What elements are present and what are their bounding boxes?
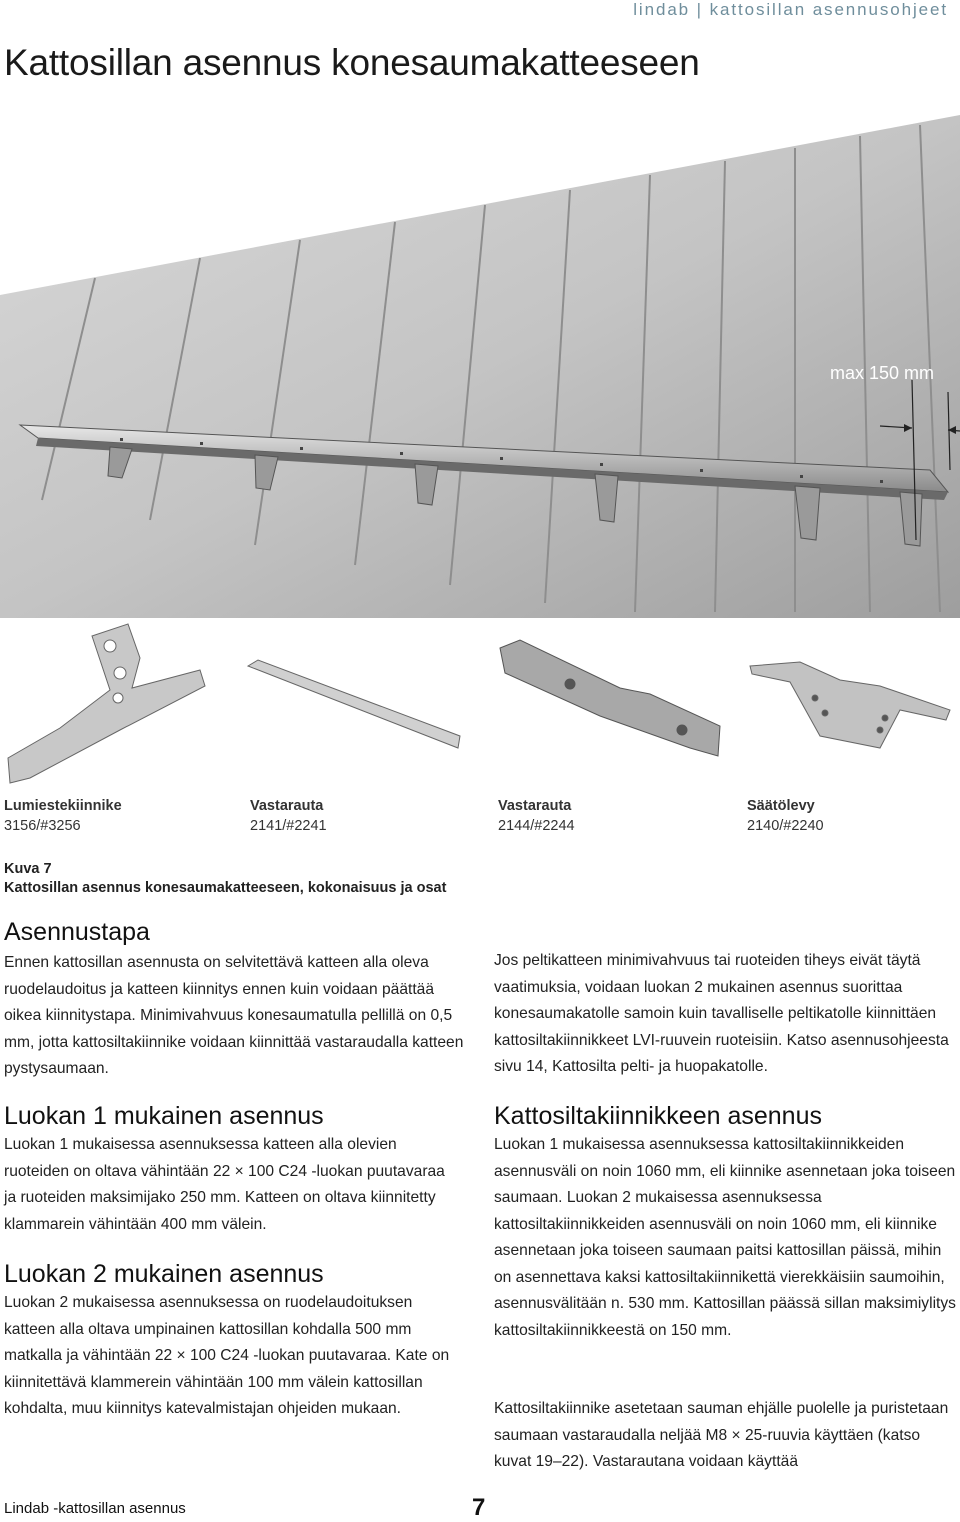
part-name: Säätölevy	[747, 798, 815, 814]
paragraph-asennustapa: Ennen kattosillan asennusta on selvitettävä katteen alla oleva ruodelaudoitus ja katteen kiinnitys ennen kuin voidaan päättää oikea kiinnitystapa. Minimivahvuus konesaumatulla pellillä on 0,5 mm, jotta kattosiltakiinnike voidaan kiinnittää vastaraudalla katteen pystysaumaan.	[4, 954, 464, 1077]
page-number: 7	[472, 1494, 486, 1521]
paragraph-luokka-2: Luokan 2 mukaisessa asennuksessa on ruodelaudoituksen katteen alla oltava umpinainen kattosillan kohdalla 500 mm matkalla ja vähintään 22 × 100 C24 -luokan puutavaraa. Kate on kiinnitettävä klammerein vähintään 100 mm välein kattosillan kohdalta, muu kiinnitys katevalmistajan ohjeiden mukaan.	[4, 1294, 450, 1417]
part-code: 2140/#2240	[747, 818, 824, 834]
dimension-label: max 150 mm	[830, 363, 935, 383]
page-title: Kattosillan asennus konesaumakatteeseen	[4, 42, 700, 83]
counter-plate-2141-image	[248, 660, 460, 748]
snow-guard-bracket-image	[8, 624, 205, 783]
roof-walkway-illustration	[0, 100, 960, 618]
part-name: Vastarauta	[250, 798, 324, 814]
heading-luokka-2: Luokan 2 mukainen asennus	[4, 1260, 324, 1288]
figure-caption-text: Kattosillan asennus konesaumakatteeseen, kokonaisuus ja osat	[4, 880, 447, 896]
part-counter-plate-2141	[250, 796, 327, 836]
roof-surface	[0, 115, 960, 618]
counter-plate-2144-image	[500, 640, 720, 756]
paragraph-vastarauta: Kattosiltakiinnike asetetaan sauman ehjälle puolelle ja puristetaan saumaan vastaraudalla neljää M8 × 25-ruuvia käyttäen (katso kuvat 19–22). Vastarautana voidaan käyttää	[494, 1400, 949, 1470]
parts-illustrations	[0, 618, 960, 798]
paragraph-luokka-1: Luokan 1 mukaisessa asennuksessa katteen alla olevien ruoteiden on oltava vähintään 22 × 100 C24 -luokan puutavaraa ja ruoteiden maksimijako 250 mm. Katteen on oltava kiinnitetty klammarein vähintään 400 mm välein.	[4, 1136, 445, 1233]
adjustment-plate-image	[750, 662, 950, 748]
part-code: 2144/#2244	[498, 818, 575, 834]
figure-caption	[4, 860, 474, 898]
paragraph-kiinnike: Luokan 1 mukaisessa asennuksessa kattosiltakiinnikkeiden asennusväli on noin 1060 mm, eli kiinnike asennetaan joka toiseen saumaan. Luokan 2 mukaisessa asennuksessa kattosiltakiinnikkeiden asennusväli on noin 1060 mm, eli kiinnike asennetaan joka toiseen saumaan paitsi kattosillan päissä, mihin on asennettava kaksi kattosiltakiinnikettä vierekkäisiin saumoihin, asennusvälitään n. 530 mm. Kattosillan päässä sillan maksimiylitys kattosiltakiinnikkeestä on 150 mm.	[494, 1136, 956, 1339]
header-brand: lindab | kattosillan asennusohjeet	[633, 0, 948, 19]
paragraph-intro: Jos peltikatteen minimivahvuus tai ruoteiden tiheys eivät täytä vaatimuksia, voidaan luokan 2 mukainen asennus suorittaa konesaumakatolle samoin kuin tavalliselle peltikatolle kiinnittäen kattosiltakiinnikkeet LVI-ruuvein ruoteisiin. Katso asennusohjeesta sivu 14, Kattosilta pelti- ja huopakatolle.	[494, 952, 949, 1075]
part-adjustment-plate	[747, 796, 824, 836]
part-code: 2141/#2241	[250, 818, 327, 834]
part-counter-plate-2144	[498, 796, 575, 836]
left-column	[4, 918, 484, 1478]
part-snow-guard-bracket	[4, 796, 122, 836]
heading-kiinnike: Kattosiltakiinnikkeen asennus	[494, 1102, 822, 1130]
heading-luokka-1: Luokan 1 mukainen asennus	[4, 1102, 324, 1130]
heading-asennustapa: Asennustapa	[4, 918, 150, 946]
part-name: Vastarauta	[498, 798, 572, 814]
figure-caption-label: Kuva 7	[4, 861, 52, 877]
part-name: Lumiestekiinnike	[4, 798, 122, 814]
part-code: 3156/#3256	[4, 818, 81, 834]
footer-title: Lindab -kattosillan asennus	[4, 1500, 186, 1517]
right-column	[494, 948, 960, 1508]
